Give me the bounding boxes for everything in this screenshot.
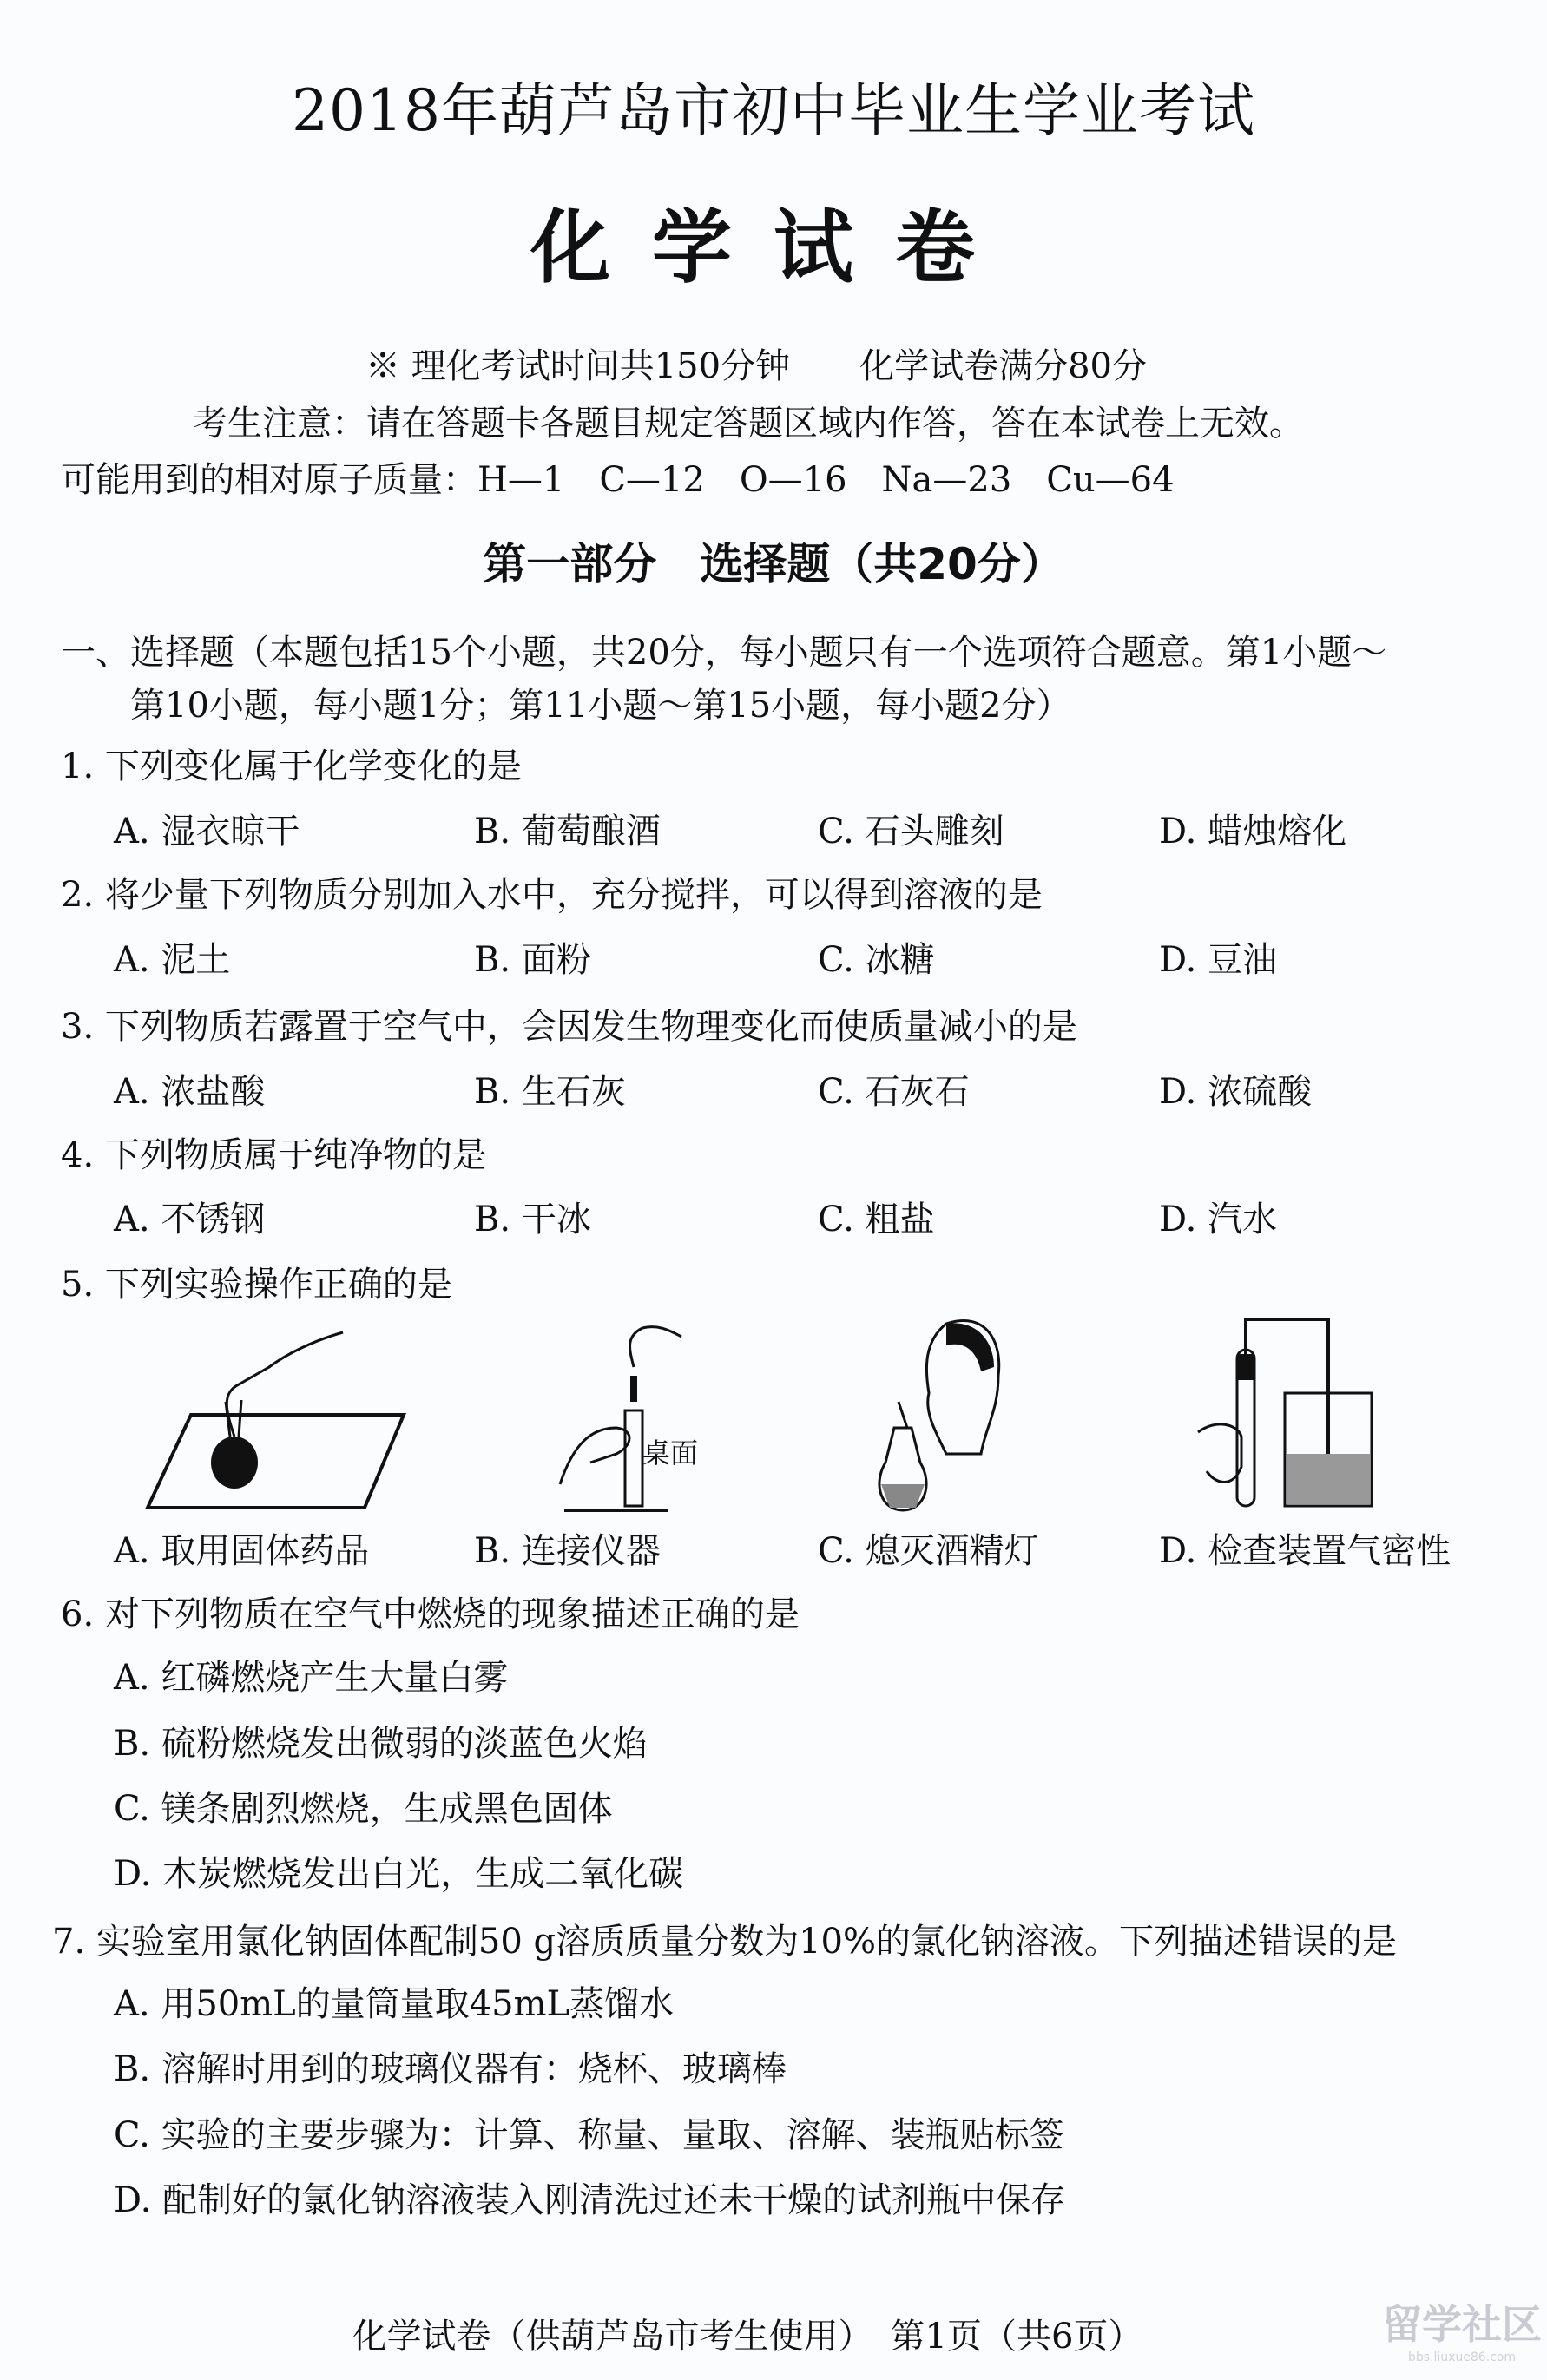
question-6-option-b: B. 硫粉燃烧发出微弱的淡蓝色火焰 — [114, 1724, 648, 1764]
question-5-option-b: B. 连接仪器 — [474, 1531, 661, 1571]
question-4-option-c: C. 粗盐 — [818, 1200, 935, 1239]
watermark-url: bbs.liuxue86.com — [1407, 2350, 1517, 2364]
solid-reagent-illustration — [139, 1315, 417, 1515]
question-5-option-c: C. 熄灭酒精灯 — [818, 1531, 1039, 1571]
section-title: 第一部分 选择题（共20分） — [483, 539, 1064, 589]
atomic-masses: 可能用到的相对原子质量：H—1 C—12 O—16 Na—23 Cu—64 — [61, 460, 1175, 500]
question-2-option-b: B. 面粉 — [474, 940, 591, 980]
question-7-option-b: B. 溶解时用到的玻璃仪器有：烧杯、玻璃棒 — [114, 2049, 787, 2089]
question-7-option-a: A. 用50mL的量筒量取45mL蒸馏水 — [114, 1984, 675, 2024]
question-2-option-c: C. 冰糖 — [818, 940, 935, 980]
question-7-stem: 7. 实验室用氯化钠固体配制50 g溶质质量分数为10%的氯化钠溶液。下列描述错误的是 — [52, 1922, 1398, 1962]
question-1-option-a: A. 湿衣晾干 — [114, 812, 300, 851]
exam-title: 2018年葫芦岛市初中毕业生学业考试 — [292, 77, 1255, 144]
question-2-option-a: A. 泥土 — [114, 940, 231, 980]
question-5-stem: 5. 下列实验操作正确的是 — [61, 1265, 452, 1305]
question-1-option-d: D. 蜡烛熔化 — [1159, 812, 1347, 851]
page-footer: 化学试卷（供葫芦岛市考生使用） 第1页（共6页） — [352, 2317, 1143, 2357]
tabletop-label: 桌面 — [642, 1437, 699, 1469]
question-3-option-c: C. 石灰石 — [818, 1072, 970, 1112]
question-6-stem: 6. 对下列物质在空气中燃烧的现象描述正确的是 — [61, 1594, 800, 1634]
question-1-option-c: C. 石头雕刻 — [818, 812, 1004, 851]
subject-title: 化学试卷 — [530, 201, 1017, 294]
question-4-option-b: B. 干冰 — [474, 1200, 591, 1239]
question-5-option-d: D. 检查装置气密性 — [1159, 1531, 1452, 1571]
watermark-name: 留学社区 — [1382, 2301, 1542, 2348]
notice: 考生注意：请在答题卡各题目规定答题区域内作答，答在本试卷上无效。 — [193, 404, 1304, 444]
watermark-logo — [1382, 2293, 1542, 2364]
question-1-option-b: B. 葡萄酿酒 — [474, 812, 661, 851]
question-6-option-d: D. 木炭燃烧发出白光，生成二氧化碳 — [114, 1854, 684, 1894]
question-2-stem: 2. 将少量下列物质分别加入水中，充分搅拌，可以得到溶液的是 — [61, 875, 1043, 915]
question-3-option-a: A. 浓盐酸 — [114, 1072, 266, 1112]
time-note: ※ 理化考试时间共150分钟 化学试卷满分80分 — [365, 346, 1147, 386]
question-7-option-d: D. 配制好的氯化钠溶液装入刚清洗过还未干燥的试剂瓶中保存 — [114, 2180, 1066, 2220]
question-4-stem: 4. 下列物质属于纯净物的是 — [61, 1135, 487, 1175]
question-6-option-c: C. 镁条剧烈燃烧，生成黑色固体 — [114, 1789, 613, 1829]
question-7-option-c: C. 实验的主要步骤为：计算、称量、量取、溶解、装瓶贴标签 — [114, 2115, 1064, 2155]
section-instructions-cont: 第10小题，每小题1分；第11小题～第15小题，每小题2分） — [130, 686, 1071, 726]
question-6-option-a: A. 红磷燃烧产生大量白雾 — [114, 1658, 509, 1698]
question-3-option-d: D. 浓硫酸 — [1159, 1072, 1313, 1112]
extinguish-lamp-illustration — [864, 1315, 1037, 1515]
question-4-option-d: D. 汽水 — [1159, 1200, 1278, 1239]
question-5-option-a: A. 取用固体药品 — [114, 1531, 370, 1571]
question-1-stem: 1. 下列变化属于化学变化的是 — [61, 746, 522, 786]
question-2-option-d: D. 豆油 — [1159, 940, 1278, 980]
section-instructions: 一、选择题（本题包括15个小题，共20分，每小题只有一个选项符合题意。第1小题～ — [61, 633, 1387, 673]
connect-apparatus-illustration — [556, 1315, 729, 1515]
airtightness-check-illustration — [1189, 1315, 1450, 1515]
question-3-option-b: B. 生石灰 — [474, 1072, 626, 1112]
question-3-stem: 3. 下列物质若露置于空气中，会因发生物理变化而使质量减小的是 — [61, 1007, 1077, 1047]
question-4-option-a: A. 不锈钢 — [114, 1200, 266, 1239]
